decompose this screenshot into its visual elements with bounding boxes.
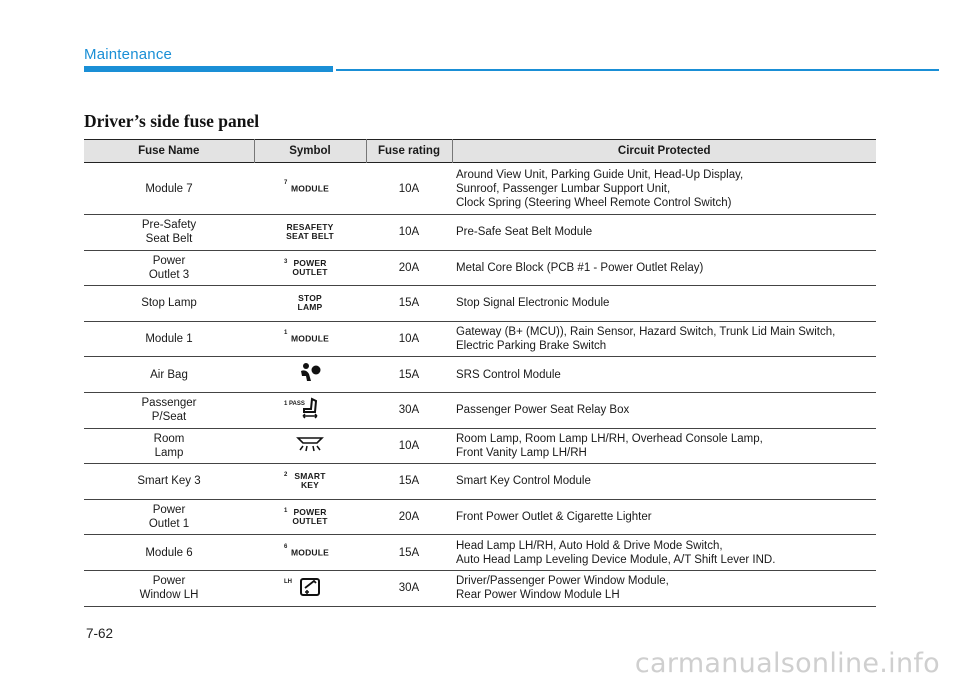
table-row (84, 392, 876, 428)
column-header-fuse-rating: Fuse rating (366, 140, 452, 163)
symbol-superscript: 3 (284, 258, 288, 265)
symbol-cell (254, 321, 366, 357)
circuit-protected-cell: Head Lamp LH/RH, Auto Hold & Drive Mode Switch, Auto Head Lamp Leveling Device Module, A/T Shift Lever IND. (456, 539, 776, 566)
fuse-symbol (278, 538, 342, 568)
fuse-rating-cell: 15A (398, 368, 420, 381)
fuse-symbol (278, 217, 342, 247)
symbol-cell (254, 392, 366, 428)
circuit-protected-cell: Smart Key Control Module (456, 475, 591, 488)
fuse-symbol (278, 174, 342, 204)
fuse-rating-cell: 10A (398, 439, 420, 452)
column-header-fuse-name: Fuse Name (138, 145, 200, 157)
circuit-protected-cell: Gateway (B+ (MCU)), Rain Sensor, Hazard Switch, Trunk Lid Main Switch, Electric Parking Brake Switch (456, 326, 836, 353)
fuse-symbol (278, 502, 342, 532)
symbol-cell (254, 250, 366, 286)
circuit-protected-cell: Passenger Power Seat Relay Box (456, 404, 630, 417)
fuse-symbol (278, 466, 342, 496)
fuse-rating-cell: 10A (398, 226, 420, 239)
fuse-name-cell: Smart Key 3 (137, 475, 201, 488)
symbol-superscript: 1 (284, 508, 288, 515)
fuse-name-cell: Power Outlet 3 (148, 254, 190, 281)
circuit-protected-cell: Front Power Outlet & Cigarette Lighter (456, 511, 652, 524)
fuse-name-cell: Module 7 (145, 182, 193, 195)
watermark: carmanualsonline.info (634, 648, 940, 679)
fuse-name-cell: Module 6 (145, 546, 193, 559)
fuse-rating-cell: 10A (398, 182, 420, 195)
fuse-rating-cell: 10A (398, 333, 420, 346)
table-row (84, 428, 876, 464)
table-header-row (84, 140, 876, 163)
table-row (84, 163, 876, 215)
power-window-icon (298, 575, 322, 601)
symbol-superscript: 1 (284, 330, 288, 337)
fuse-rating-cell: 30A (398, 582, 420, 595)
circuit-protected-cell: Metal Core Block (PCB #1 - Power Outlet Relay) (456, 261, 704, 274)
fuse-symbol (278, 395, 342, 425)
page-number: 7-62 (86, 626, 114, 641)
symbol-superscript: 6 (284, 543, 288, 550)
column-header-circuit-protected: Circuit Protected (452, 140, 876, 163)
fuse-name-cell: Stop Lamp (141, 297, 197, 310)
fuse-table (84, 139, 876, 607)
fuse-rating-cell: 15A (398, 475, 420, 488)
fuse-name-cell: Module 1 (145, 333, 193, 346)
fuse-rating-cell: 20A (398, 511, 420, 524)
symbol-label: STOP LAMP (297, 293, 323, 313)
fuse-name-cell: Pre-Safety Seat Belt (141, 219, 197, 246)
column-header-symbol: Symbol (254, 140, 366, 163)
fuse-rating-cell: 15A (398, 546, 420, 559)
symbol-cell (254, 286, 366, 322)
table-row (84, 250, 876, 286)
symbol-superscript: 7 (284, 179, 288, 186)
symbol-cell (254, 535, 366, 571)
symbol-cell (254, 215, 366, 251)
symbol-cell (254, 357, 366, 393)
table-row (84, 535, 876, 571)
symbol-label: POWER OUTLET (292, 507, 328, 527)
circuit-protected-cell: Around View Unit, Parking Guide Unit, Head-Up Display, Sunroof, Passenger Lumbar Support Unit, Clock Spring (Steering Wheel Remote Control Switch) (456, 168, 744, 209)
fuse-symbol (278, 573, 342, 603)
symbol-cell (254, 428, 366, 464)
table-row (84, 464, 876, 500)
circuit-protected-cell: Stop Signal Electronic Module (456, 297, 610, 310)
symbol-cell (254, 464, 366, 500)
section-title: Maintenance (84, 46, 173, 63)
circuit-protected-cell: SRS Control Module (456, 368, 561, 381)
symbol-label: MODULE (290, 183, 330, 193)
fuse-symbol (278, 431, 342, 461)
table-row (84, 570, 876, 606)
symbol-label: POWER OUTLET (292, 257, 328, 277)
fuse-name-cell: Power Window LH (139, 575, 199, 602)
symbol-superscript: LH (284, 579, 292, 586)
fuse-rating-cell: 15A (398, 297, 420, 310)
circuit-protected-cell: Room Lamp, Room Lamp LH/RH, Overhead Console Lamp, Front Vanity Lamp LH/RH (456, 432, 763, 459)
symbol-cell (254, 499, 366, 535)
table-body (84, 163, 876, 607)
fuse-name-cell: Passenger P/Seat (141, 397, 197, 424)
page-title: Driver’s side fuse panel (84, 111, 260, 131)
section-divider-thin (336, 69, 939, 71)
fuse-name-cell: Room Lamp (153, 432, 185, 459)
fuse-symbol (278, 324, 342, 354)
symbol-label: RESAFETY SEAT BELT (286, 222, 334, 242)
symbol-superscript: 2 (284, 472, 288, 479)
circuit-protected-cell: Driver/Passenger Power Window Module, Rear Power Window Module LH (456, 575, 669, 602)
symbol-superscript: 1 PASS (284, 401, 305, 408)
fuse-rating-cell: 20A (398, 261, 420, 274)
symbol-cell (254, 570, 366, 606)
symbol-label: MODULE (290, 333, 330, 344)
table-row (84, 357, 876, 393)
airbag-icon (297, 362, 323, 388)
fuse-name-cell: Power Outlet 1 (148, 504, 190, 531)
fuse-symbol (278, 253, 342, 283)
fuse-symbol (278, 360, 342, 390)
table-row (84, 321, 876, 357)
symbol-label: MODULE (290, 547, 330, 558)
section-divider-thick (84, 66, 333, 72)
fuse-symbol (278, 288, 342, 318)
power-seat-icon (297, 397, 323, 423)
fuse-name-cell: Air Bag (150, 368, 188, 381)
table-row (84, 499, 876, 535)
symbol-cell (254, 163, 366, 215)
circuit-protected-cell: Pre-Safe Seat Belt Module (456, 226, 593, 239)
fuse-rating-cell: 30A (398, 404, 420, 417)
symbol-label: SMART KEY (294, 471, 326, 491)
room-lamp-icon (295, 434, 325, 458)
table-row (84, 286, 876, 322)
table-row (84, 215, 876, 251)
